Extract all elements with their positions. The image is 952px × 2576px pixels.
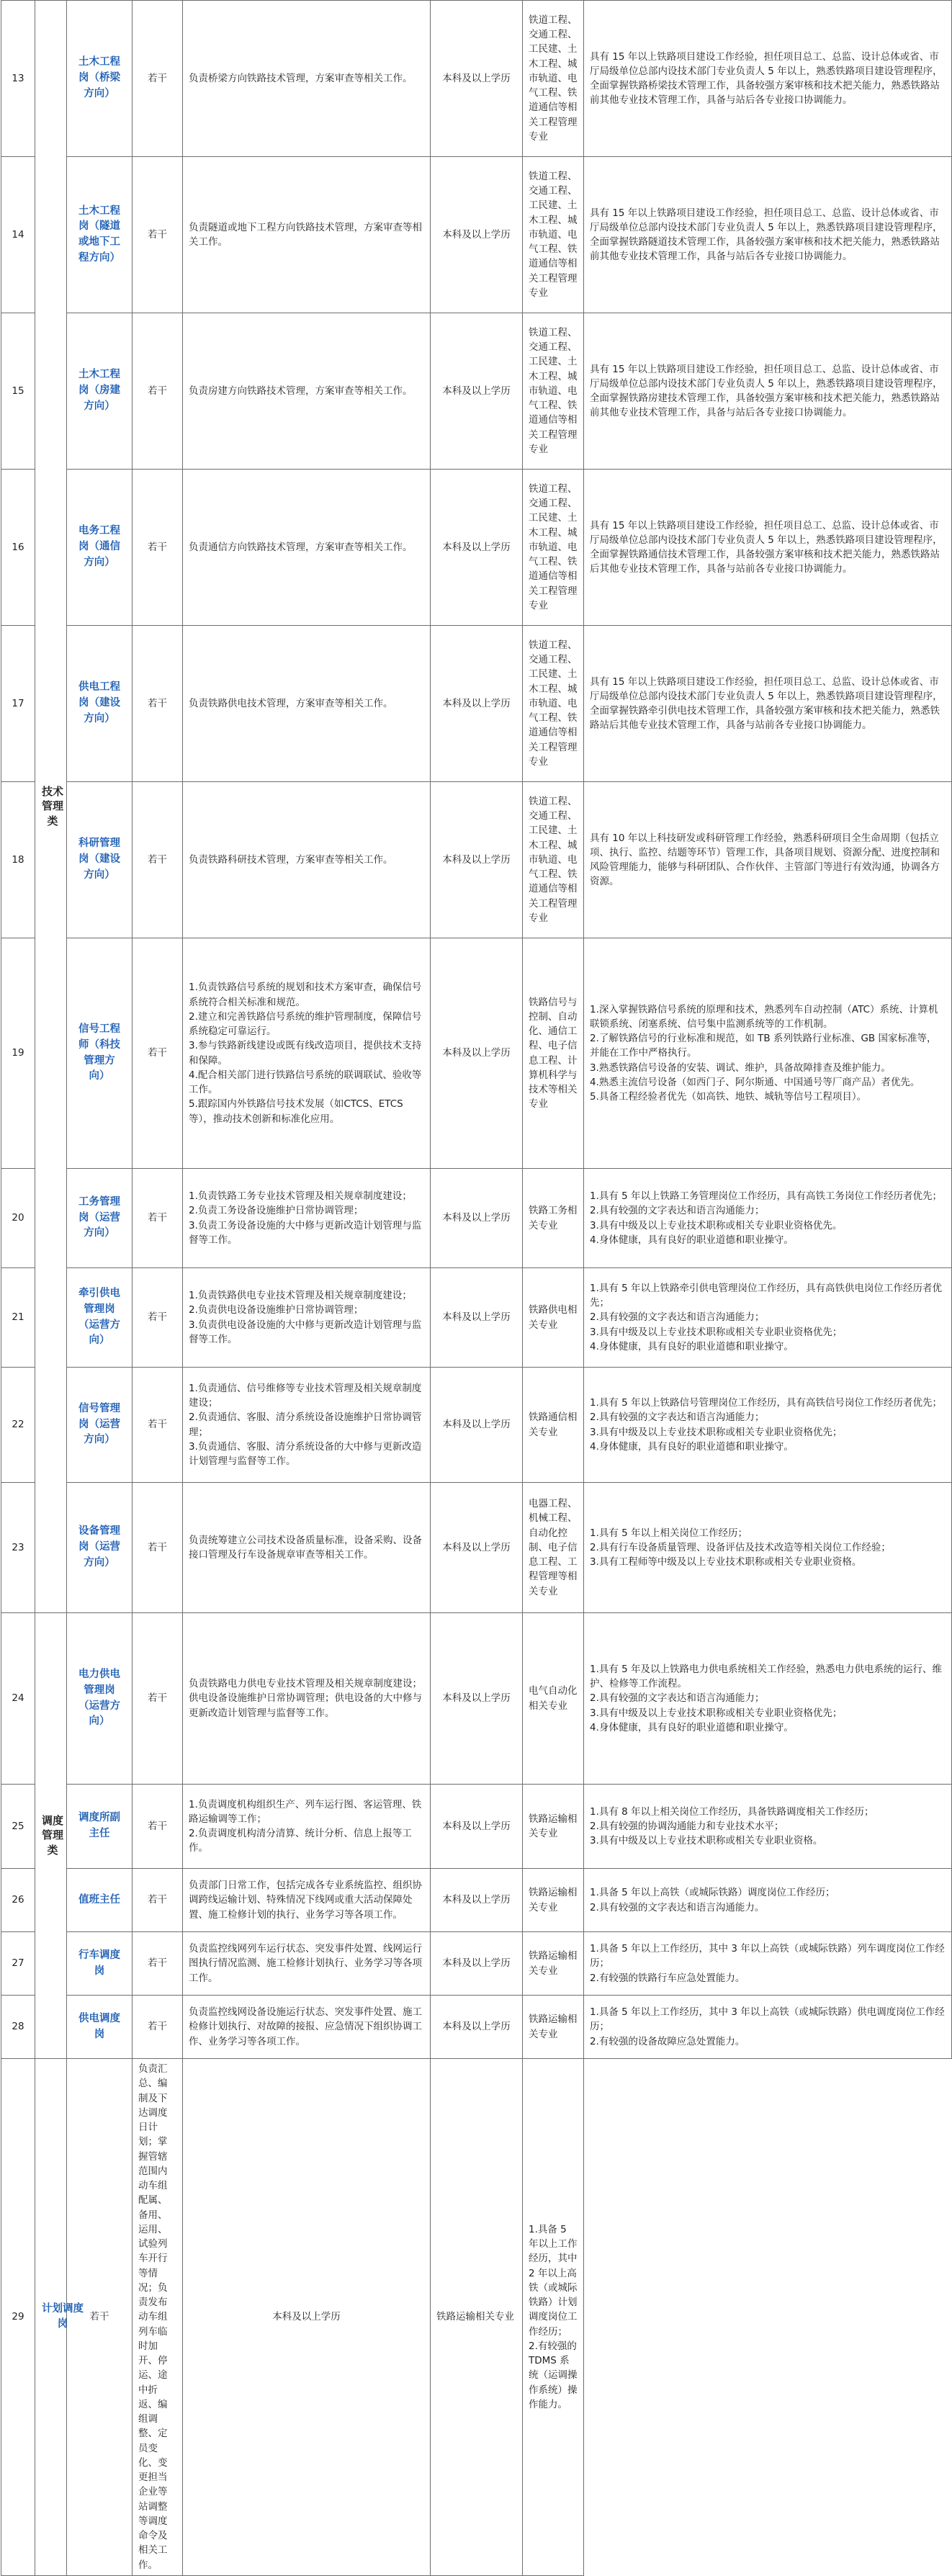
headcount-cell: 若干 — [133, 1996, 183, 2059]
headcount-cell: 若干 — [133, 313, 183, 470]
table-row — [1, 938, 952, 1169]
major-cell — [523, 1932, 584, 1996]
row-number: 26 — [1, 1869, 35, 1932]
major-cell — [523, 1169, 584, 1268]
position-name: 行车调度岗 — [78, 1949, 120, 1977]
headcount-cell: 若干 — [133, 1932, 183, 1996]
table-row — [1, 1932, 952, 1996]
position-cell — [67, 1996, 133, 2059]
requirement-cell: 1.具有 5 年以上铁路牵引供电管理岗位工作经历，具有高铁供电岗位工作经历者优先； 2.具有较强的文字表达和语言沟通能力； 3.具有中级及以上专业技术职称或相关专业职业资格优先； 4.身体健康，具有良好的职业道德和职业操守。 — [584, 1268, 952, 1368]
major-cell — [523, 1, 584, 157]
education-cell: 本科及以上学历 — [431, 470, 523, 626]
headcount-cell: 若干 — [133, 1869, 183, 1932]
education-cell: 本科及以上学历 — [431, 313, 523, 470]
table-row — [1, 1483, 952, 1613]
position-cell — [67, 157, 133, 313]
position-name: 调度所副主任 — [78, 1812, 120, 1839]
requirement-cell: 1.深入掌握铁路信号系统的原理和技术，熟悉列车自动控制（ATC）系统、计算机联锁系统、闭塞系统、信号集中监测系统等的工作机制。 2.了解铁路信号的行业标准和规范，如 TB 系列铁路行业标准、GB 国家标准等，并能在工作中严格执行。 3.熟悉铁路信号设备的安装、调试、维护，具备故障排查及维护能力。 4.熟悉主流信号设备（如西门子、阿尔斯通、中国通号等厂商产品）者优先。 5.具备工程经验者优先（如高铁、地铁、城轨等信号工程项目）。 — [584, 938, 952, 1169]
duty-cell: 1.负责通信、信号维修等专业技术管理及相关规章制度建设； 2.负责通信、客服、清分系统设备设施维护日常协调管理； 3.负责通信、客服、清分系统设备的大中修与更新改造计划管理与监督等工作。 — [183, 1368, 431, 1483]
education-cell: 本科及以上学历 — [431, 1932, 523, 1996]
row-number: 19 — [1, 938, 35, 1169]
row-number: 29 — [1, 2059, 35, 2576]
education-cell: 本科及以上学历 — [431, 1483, 523, 1613]
table-row — [1, 157, 952, 313]
education-cell: 本科及以上学历 — [431, 1169, 523, 1268]
position-cell — [67, 626, 133, 782]
table-row — [1, 626, 952, 782]
table-body — [1, 1, 952, 2576]
requirement-cell: 1.具备 5 年以上高铁（或城际铁路）调度岗位工作经历； 2.具有较强的文字表达和语言沟通能力。 — [584, 1869, 952, 1932]
major-text: 铁路运输相关专业 — [436, 2311, 514, 2323]
education-cell: 本科及以上学历 — [431, 1869, 523, 1932]
major-text: 铁路运输相关专业 — [529, 1887, 578, 1913]
table-row — [1, 2059, 952, 2576]
duty-cell: 负责通信方向铁路技术管理，方案审查等相关工作。 — [183, 470, 431, 626]
duty-cell: 负责监控线网设备设施运行状态、突发事件处置、施工检修计划执行、对故障的接报、应急情况下组织协调工作、业务学习等各项工作。 — [183, 1996, 431, 2059]
requirement-cell: 具有 15 年以上铁路项目建设工作经验，担任项目总工、总监、设计总体或省、市厅局级单位总部内设技术部门专业负责人 5 年以上，熟悉铁路项目建设管理程序，全面掌握铁路房建技术管理工作，具备较强方案审核和技术把关能力，熟悉铁路站前其他专业技术管理工作，具备与站后各专业接口协调能力。 — [584, 313, 952, 470]
row-number: 24 — [1, 1613, 35, 1785]
major-text: 铁道工程、交通工程、工民建、土木工程、城市轨道、电气工程、铁道通信等相关工程管理专业 — [529, 326, 578, 455]
category-label: 调度管理类 — [41, 1814, 63, 1857]
row-number: 16 — [1, 470, 35, 626]
duty-cell: 负责铁路科研技术管理，方案审查等相关工作。 — [183, 782, 431, 938]
education-cell: 本科及以上学历 — [431, 782, 523, 938]
position-name: 土木工程岗（隧道或地下工程方向） — [78, 205, 120, 264]
major-text: 铁道工程、交通工程、工民建、土木工程、城市轨道、电气工程、铁道通信等相关工程管理专业 — [529, 170, 578, 299]
major-text: 铁道工程、交通工程、工民建、土木工程、城市轨道、电气工程、铁道通信等相关工程管理专业 — [529, 483, 578, 611]
education-cell: 本科及以上学历 — [431, 1613, 523, 1785]
major-text: 电气自动化相关专业 — [529, 1685, 578, 1712]
recruitment-table — [1, 0, 952, 2576]
position-cell — [67, 1785, 133, 1869]
category-label: 技术管理类 — [41, 785, 63, 827]
position-name: 供电调度岗 — [78, 2012, 120, 2040]
position-name: 信号工程师（科技管理方向） — [78, 1023, 120, 1082]
education-cell: 本科及以上学历 — [431, 157, 523, 313]
position-name: 工务管理岗（运营方向） — [78, 1195, 120, 1239]
row-number: 14 — [1, 157, 35, 313]
position-name: 计划调度岗 — [42, 2302, 84, 2330]
requirement-cell: 1.具有 5 年以上相关岗位工作经历； 2.具有行车设备质量管理、设备评估及技术改造等相关岗位工作经验； 3.具有工程师等中级及以上专业技术职称或相关专业职业资格。 — [584, 1483, 952, 1613]
category-cell — [35, 1, 67, 1613]
headcount-cell: 若干 — [133, 1169, 183, 1268]
major-cell — [523, 470, 584, 626]
position-name: 供电工程岗（建设方向） — [78, 681, 120, 724]
table-row — [1, 1368, 952, 1483]
major-cell — [523, 1268, 584, 1368]
education-cell: 本科及以上学历 — [183, 2059, 431, 2576]
position-name: 信号管理岗（运营方向） — [78, 1402, 120, 1446]
position-cell — [67, 1932, 133, 1996]
major-cell — [523, 782, 584, 938]
position-cell — [67, 1368, 133, 1483]
duty-cell: 负责统筹建立公司技术设备质量标准，设备采购、设备接口管理及行车设备规章审查等相关工作。 — [183, 1483, 431, 1613]
major-cell — [523, 1613, 584, 1785]
requirement-cell: 1.具有 5 年及以上铁路电力供电系统相关工作经验，熟悉电力供电系统的运行、维护、检修等工作流程。 2.具有较强的文字表达和语言沟通能力； 3.具有中级及以上专业技术职称或相关专业职业资格优先； 4.身体健康，具有良好的职业道德和职业操守。 — [584, 1613, 952, 1785]
major-cell — [523, 313, 584, 470]
row-number: 20 — [1, 1169, 35, 1268]
position-name: 电力供电管理岗（运营方向） — [78, 1669, 120, 1728]
position-cell — [67, 1613, 133, 1785]
row-number: 15 — [1, 313, 35, 470]
duty-cell: 1.负责铁路信号系统的规划和技术方案审查，确保信号系统符合相关标准和规范。 2.建立和完善铁路信号系统的维护管理制度，保障信号系统稳定可靠运行。 3.参与铁路新线建设或既有线改造项目，提供技术支持和保障。 4.配合相关部门进行铁路信号系统的联调联试、验收等工作。 5.跟踪国内外铁路信号技术发展（如CTCS、ETCS 等），推动技术创新和标准化应用。 — [183, 938, 431, 1169]
row-number: 25 — [1, 1785, 35, 1869]
major-text: 铁路运输相关专业 — [529, 1950, 578, 1977]
row-number: 17 — [1, 626, 35, 782]
table-row — [1, 1, 952, 157]
headcount-cell: 若干 — [133, 1613, 183, 1785]
position-name: 值班主任 — [78, 1893, 120, 1906]
table-row — [1, 1785, 952, 1869]
position-name: 土木工程岗（房建方向） — [78, 369, 120, 412]
major-cell — [523, 626, 584, 782]
requirement-cell: 具有 15 年以上铁路项目建设工作经验，担任项目总工、总监、设计总体或省、市厅局级单位总部内设技术部门专业负责人 5 年以上，熟悉铁路项目建设管理程序，全面掌握铁路隧道技术管理工作，具备较强方案审核和技术把关能力，熟悉铁路站前其他专业技术管理工作，具备与站后各专业接口协调能力。 — [584, 157, 952, 313]
requirement-cell: 1.具有 5 年以上铁路工务管理岗位工作经历，具有高铁工务岗位工作经历者优先； 2.具有较强的文字表达和语言沟通能力； 3.具有中级及以上专业技术职称或相关专业职业资格优先。 4.身体健康，具有良好的职业道德和职业操守。 — [584, 1169, 952, 1268]
requirement-cell: 具有 15 年以上铁路项目建设工作经验，担任项目总工、总监、设计总体或省、市厅局级单位总部内设技术部门专业负责人 5 年以上，熟悉铁路项目建设管理程序，全面掌握铁路桥梁技术管理工作，具备较强方案审核和技术把关能力，熟悉铁路站前其他专业技术管理工作，具备与站后各专业接口协调能力。 — [584, 1, 952, 157]
position-cell — [67, 1483, 133, 1613]
position-cell — [67, 1, 133, 157]
duty-cell: 负责铁路供电技术管理，方案审查等相关工作。 — [183, 626, 431, 782]
position-cell — [67, 938, 133, 1169]
major-text: 铁道工程、交通工程、工民建、土木工程、城市轨道、电气工程、铁道通信等相关工程管理专业 — [529, 639, 578, 768]
major-text: 铁道工程、交通工程、工民建、土木工程、城市轨道、电气工程、铁道通信等相关工程管理专业 — [529, 14, 578, 143]
duty-cell: 负责桥梁方向铁路技术管理，方案审查等相关工作。 — [183, 1, 431, 157]
position-cell — [67, 1869, 133, 1932]
table-row — [1, 1996, 952, 2059]
headcount-cell: 若干 — [133, 470, 183, 626]
position-cell — [67, 1268, 133, 1368]
position-name: 科研管理岗（建设方向） — [78, 838, 120, 881]
duty-cell: 1.负责调度机构组织生产、列车运行图、客运管理、铁路运输调等工作； 2.负责调度机构清分清算、统计分析、信息上报等工作。 — [183, 1785, 431, 1869]
education-cell: 本科及以上学历 — [431, 1368, 523, 1483]
major-text: 铁道工程、交通工程、工民建、土木工程、城市轨道、电气工程、铁道通信等相关工程管理专业 — [529, 795, 578, 924]
major-text: 铁路工务相关专业 — [529, 1205, 578, 1231]
duty-cell: 负责部门日常工作，包括完成各专业系统监控、组织协调跨线运输计划、特殊情况下线网或重大活动保障处置、施工检修计划的执行、业务学习等各项工作。 — [183, 1869, 431, 1932]
row-number: 27 — [1, 1932, 35, 1996]
major-cell — [523, 157, 584, 313]
headcount-cell: 若干 — [133, 1268, 183, 1368]
major-text: 铁路通信相关专业 — [529, 1412, 578, 1438]
row-number: 21 — [1, 1268, 35, 1368]
table-row — [1, 470, 952, 626]
table-row — [1, 1169, 952, 1268]
major-text: 铁路运输相关专业 — [529, 1813, 578, 1839]
table-row — [1, 313, 952, 470]
major-cell — [523, 1869, 584, 1932]
duty-cell: 负责汇总、编制及下达调度日计划；掌握管辖范围内动车组配属、备用、运用、试验列车开行等情况；负责发布动车组列车临时加开、停运、途中折返、编组调整、定员变化、变更担当企业等站调整等调度命令及相关工作。 — [133, 2059, 183, 2576]
education-cell: 本科及以上学历 — [431, 1785, 523, 1869]
headcount-cell: 若干 — [133, 1785, 183, 1869]
row-number: 22 — [1, 1368, 35, 1483]
education-cell: 本科及以上学历 — [431, 1996, 523, 2059]
headcount-cell: 若干 — [133, 938, 183, 1169]
major-cell — [523, 1785, 584, 1869]
major-cell — [523, 1996, 584, 2059]
category-cell — [35, 1613, 67, 2059]
headcount-cell: 若干 — [133, 157, 183, 313]
requirement-cell: 具有 15 年以上铁路项目建设工作经验，担任项目总工、总监、设计总体或省、市厅局级单位总部内设技术部门专业负责人 5 年以上，熟悉铁路项目建设管理程序，全面掌握铁路通信技术管理工作，具备较强方案审核和技术把关能力，熟悉铁路站后其他专业技术管理工作，具备与站前各专业接口协调能力。 — [584, 470, 952, 626]
major-text: 铁路信号与控制、自动化、通信工程、电子信息工程、计算机科学与技术等相关专业 — [529, 996, 578, 1110]
position-name: 设备管理岗（运营方向） — [78, 1525, 120, 1569]
position-cell — [67, 1169, 133, 1268]
requirement-cell: 1.具有 8 年以上相关岗位工作经历，具备铁路调度相关工作经历； 2.具有较强的协调沟通能力和专业技术水平； 3.具有中级及以上专业技术职称或相关专业职业资格。 — [584, 1785, 952, 1869]
education-cell: 本科及以上学历 — [431, 1268, 523, 1368]
headcount-cell: 若干 — [133, 1368, 183, 1483]
table-row — [1, 1268, 952, 1368]
position-name: 土木工程岗（桥梁方向） — [78, 56, 120, 99]
headcount-cell: 若干 — [133, 1483, 183, 1613]
requirement-cell: 具有 10 年以上科技研发或科研管理工作经验，熟悉科研项目全生命周期（包括立项、执行、监控、结题等环节）管理工作，具备项目规划、资源分配、进度控制和风险管理能力，能够与科研团队、合作伙伴、主管部门等进行有效沟通，协调各方资源。 — [584, 782, 952, 938]
row-number: 18 — [1, 782, 35, 938]
row-number: 23 — [1, 1483, 35, 1613]
duty-cell: 负责隧道或地下工程方向铁路技术管理，方案审查等相关工作。 — [183, 157, 431, 313]
position-cell — [67, 782, 133, 938]
position-name: 牵引供电管理岗（运营方向） — [78, 1288, 120, 1347]
major-text: 铁路供电相关专业 — [529, 1304, 578, 1331]
duty-cell: 1.负责铁路工务专业技术管理及相关规章制度建设； 2.负责工务设备设施维护日常协调管理； 3.负责工务设备设施的大中修与更新改造计划管理与监督等工作。 — [183, 1169, 431, 1268]
row-number: 13 — [1, 1, 35, 157]
education-cell: 本科及以上学历 — [431, 938, 523, 1169]
duty-cell: 负责房建方向铁路技术管理，方案审查等相关工作。 — [183, 313, 431, 470]
headcount-cell: 若干 — [133, 626, 183, 782]
major-cell — [523, 1483, 584, 1613]
table-row — [1, 782, 952, 938]
duty-cell: 负责铁路电力供电专业技术管理及相关规章制度建设；供电设备设施维护日常协调管理；供电设备的大中修与更新改造计划管理与监督等工作。 — [183, 1613, 431, 1785]
headcount-cell: 若干 — [67, 2059, 133, 2576]
headcount-cell: 若干 — [133, 782, 183, 938]
row-number: 28 — [1, 1996, 35, 2059]
position-cell — [67, 313, 133, 470]
position-cell — [67, 470, 133, 626]
position-cell — [35, 2059, 84, 2576]
major-cell — [431, 2059, 523, 2576]
headcount-cell: 若干 — [133, 1, 183, 157]
duty-cell: 1.负责铁路供电专业技术管理及相关规章制度建设； 2.负责供电设备设施维护日常协调管理； 3.负责供电设备设施的大中修与更新改造计划管理与监督等工作。 — [183, 1268, 431, 1368]
table-row — [1, 1613, 952, 1785]
requirement-cell: 1.具备 5 年以上工作经历，其中 3 年以上高铁（或城际铁路）列车调度岗位工作经历； 2.有较强的铁路行车应急处置能力。 — [584, 1932, 952, 1996]
position-name: 电务工程岗（通信方向） — [78, 525, 120, 568]
duty-cell: 负责监控线网列车运行状态、突发事件处置、线网运行图执行情况监测、施工检修计划执行、业务学习等各项工作。 — [183, 1932, 431, 1996]
major-cell — [523, 1368, 584, 1483]
major-text: 铁路运输相关专业 — [529, 2014, 578, 2040]
requirement-cell: 具有 15 年以上铁路项目建设工作经验，担任项目总工、总监、设计总体或省、市厅局级单位总部内设技术部门专业负责人 5 年以上，熟悉铁路项目建设管理程序，全面掌握铁路牵引供电技术管理工作，具备较强方案审核和技术把关能力，熟悉铁路站后其他专业技术管理工作，具备与站前各专业接口协调能力。 — [584, 626, 952, 782]
requirement-cell: 1.具备 5 年以上工作经历，其中 2 年以上高铁（或城际铁路）计划调度岗位工作经历； 2.有较强的 TDMS 系统（运调操作系统）操作能力。 — [523, 2059, 584, 2576]
requirement-cell: 1.具备 5 年以上工作经历，其中 3 年以上高铁（或城际铁路）供电调度岗位工作经历； 2.有较强的设备故障应急处置能力。 — [584, 1996, 952, 2059]
education-cell: 本科及以上学历 — [431, 1, 523, 157]
requirement-cell: 1.具有 5 年以上铁路信号管理岗位工作经历，具有高铁信号岗位工作经历者优先； 2.具有较强的文字表达和语言沟通能力； 3.具有中级及以上专业技术职称或相关专业职业资格优先； 4.身体健康，具有良好的职业道德和职业操守。 — [584, 1368, 952, 1483]
major-text: 电器工程、机械工程、自动化控制、电子信息工程、工程管理等相关专业 — [529, 1498, 578, 1597]
table-row — [1, 1869, 952, 1932]
education-cell: 本科及以上学历 — [431, 626, 523, 782]
major-cell — [523, 938, 584, 1169]
